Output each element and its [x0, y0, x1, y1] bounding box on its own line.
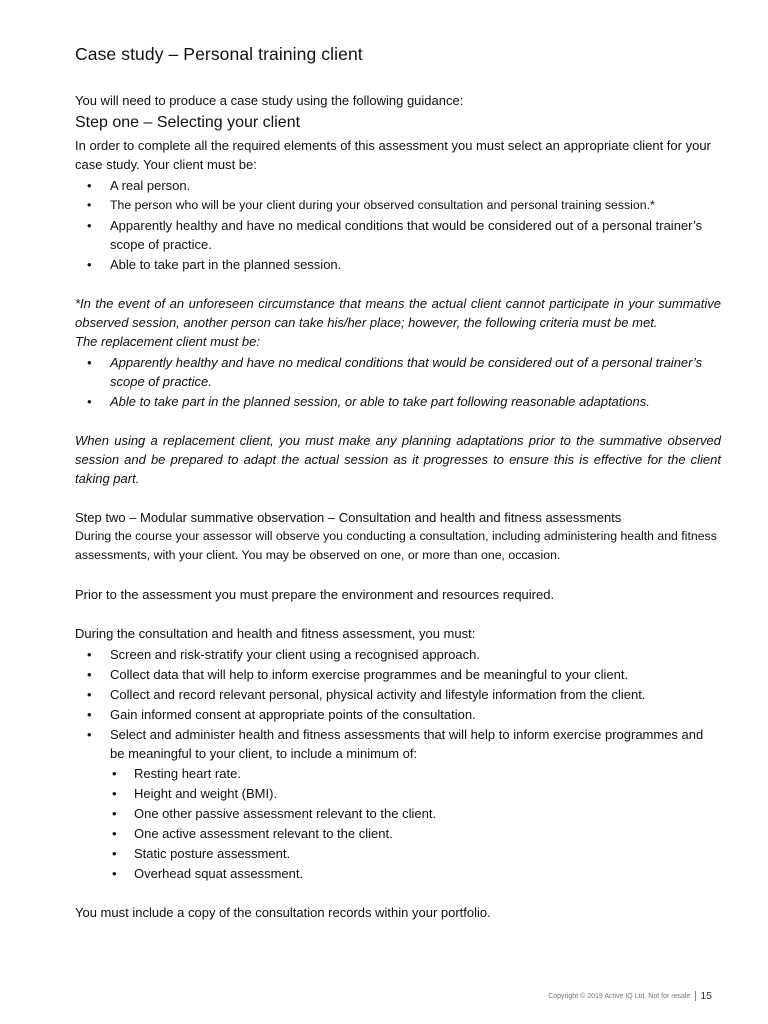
bullet-icon: • [87, 218, 92, 233]
assessment-sublist [75, 764, 721, 883]
bullet-icon: • [87, 727, 92, 742]
portfolio-closing-text: You must include a copy of the consultation records within your portfolio. [75, 905, 491, 920]
sub-list-item: • One other passive assessment relevant to the client. [112, 806, 437, 821]
page-number: 15 [700, 990, 712, 1002]
bullet-icon: • [112, 786, 117, 801]
bullet-icon: • [87, 707, 92, 722]
list-item: • The person who will be your client during your observed consultation and personal training session.* [75, 196, 721, 215]
bullet-icon: • [87, 198, 92, 212]
step-two-heading: Step two – Modular summative observation – Consultation and health and fitness assessments [75, 510, 622, 525]
replacement-requirements-list [75, 353, 721, 411]
bullet-icon: • [87, 257, 92, 272]
bullet-icon: • [87, 394, 92, 409]
bullet-icon: • [112, 866, 117, 881]
page-title: Case study – Personal training client [75, 44, 363, 64]
page-content [75, 44, 721, 922]
step-one-heading: Step one – Selecting your client [75, 114, 301, 131]
list-item: • Able to take part in the planned session. [87, 257, 342, 272]
sub-list-item: • Overhead squat assessment. [112, 866, 304, 881]
step-one-text: In order to complete all the required elements of this assessment you must select an appropriate client for your case study. Your client must be: [75, 138, 711, 172]
list-item: • Screen and risk-stratify your client using a recognised approach. [87, 647, 480, 662]
sub-list-item: • Resting heart rate. [112, 766, 241, 781]
consultation-requirements-list [75, 645, 721, 763]
list-item: • Select and administer health and fitness assessments that will help to inform exercise programmes and be meaningful to your client, to include a minimum of: [87, 727, 704, 761]
page-footer [548, 990, 712, 1002]
bullet-icon: • [87, 667, 92, 682]
bullet-icon: • [87, 647, 92, 662]
bullet-icon: • [112, 846, 117, 861]
bullet-icon: • [87, 687, 92, 702]
sub-list-item: • One active assessment relevant to the client. [112, 826, 393, 841]
footnote-text: *In the event of an unforeseen circumstance that means the actual client cannot participate in your summative observed session, another person can take his/her place; however, the following criteria must be met. [75, 296, 721, 330]
copyright-text: Copyright © 2019 Active IQ Ltd. Not for resale [548, 992, 691, 1000]
replacement-intro: The replacement client must be: [75, 334, 260, 349]
list-item: • Gain informed consent at appropriate points of the consultation. [87, 707, 476, 722]
client-requirements-list [75, 176, 721, 274]
bullet-icon: • [112, 806, 117, 821]
sub-list-item: • Static posture assessment. [112, 846, 291, 861]
list-item: • A real person. [87, 178, 191, 193]
bullet-icon: • [87, 178, 92, 193]
prior-text: Prior to the assessment you must prepare the environment and resources required. [75, 587, 555, 602]
bullet-icon: • [87, 355, 92, 370]
during-intro: During the consultation and health and fitness assessment, you must: [75, 626, 476, 641]
list-item: • Apparently healthy and have no medical conditions that would be considered out of a personal trainer’s scope of practice. [87, 218, 703, 252]
list-item: • Apparently healthy and have no medical conditions that would be considered out of a personal trainer’s scope of practice. [87, 355, 703, 389]
sub-list-item: • Height and weight (BMI). [112, 786, 278, 801]
footer-divider [695, 991, 696, 1001]
intro-text: You will need to produce a case study using the following guidance: [75, 93, 464, 108]
list-item: • Able to take part in the planned session, or able to take part following reasonable adaptations. [87, 394, 650, 409]
step-two-text: During the course your assessor will observe you conducting a consultation, including administering health and fitness assessments, with your client. You may be observed on one, or more than one, occasion. [75, 529, 717, 562]
list-item: • Collect data that will help to inform exercise programmes and be meaningful to your client. [87, 667, 629, 682]
replacement-closing-text: When using a replacement client, you must make any planning adaptations prior to the summative observed session and be prepared to adapt the actual session as it progresses to ensure this is effective for the client taking part. [75, 433, 721, 486]
bullet-icon: • [112, 826, 117, 841]
bullet-icon: • [112, 766, 117, 781]
list-item: • Collect and record relevant personal, physical activity and lifestyle information from the client. [87, 687, 646, 702]
